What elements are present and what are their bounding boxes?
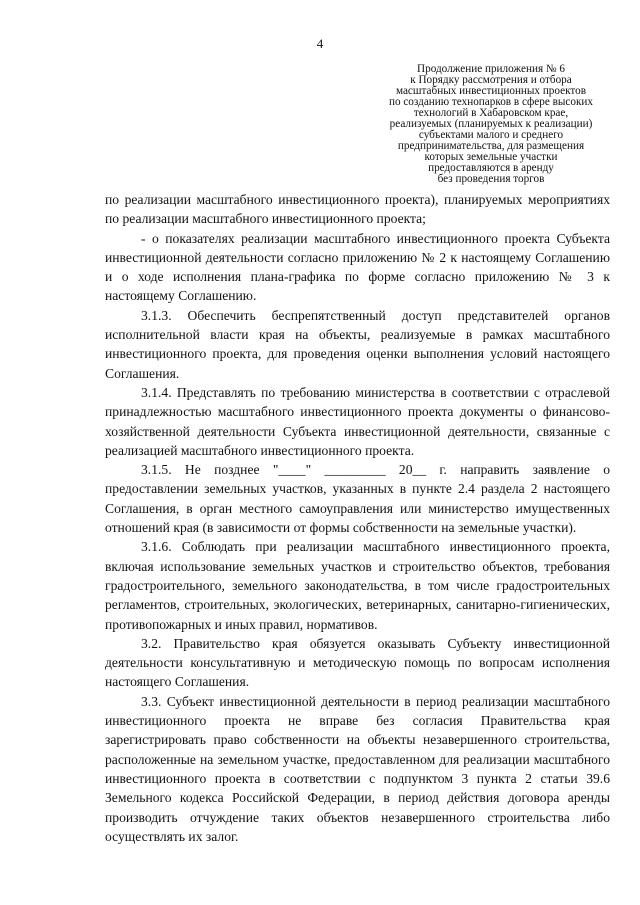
paragraph-3-3: 3.3. Субъект инвестиционной деятельности в период реализации масштабного инвестиционного проекта не вправе без согласия Правительства края зарегистрировать право собственности на объекты незавершенного строительства, расположенные на земельном участке, предоставленном для реализации масштабного инвестиционного проекта в соответствии с подпунктом 3 пункта 2 статьи 39.6 Земельного кодекса Российской Федерации, в период действия договора аренды производить отчуждение таких объектов незавершенного строительства либо осуществлять их залог. [105,693,610,844]
header-line: масштабных инвестиционных проектов [395,85,587,97]
appendix-header [362,64,620,185]
paragraph-3-1-4: 3.1.4. Представлять по требованию министерства в соответствии с отраслевой принадлежностью масштабного инвестиционного проекта документы о финансово-хозяйственной деятельности Субъекта инвестиционной деятельности, связанные с реализацией масштабного инвестиционного проекта. [105,384,610,458]
header-line: по созданию технопарков в сфере высоких [388,96,594,108]
paragraph-indicators: - о показателях реализации масштабного инвестиционного проекта Субъекта инвестиционной деятельности согласно приложению № 2 к настоящему Соглашению и о ходе исполнения плана-графика по форме согласно приложению № 3 к настоящему Соглашению. [105,230,610,304]
paragraph-continuation: по реализации масштабного инвестиционного проекта), планируемых мероприятиях по реализации масштабного инвестиционного проекта; [105,192,610,227]
header-line: реализуемых (планируемых к реализации) [389,118,593,130]
header-line: без проведения торгов [437,173,545,185]
paragraph-3-2: 3.2. Правительство края обязуется оказывать Субъекту инвестиционной деятельности консультативную и методическую помощь по вопросам исполнения настоящего Соглашения. [105,635,610,690]
document-body [105,190,610,846]
page-number: 4 [316,36,324,51]
header-line: к Порядку рассмотрения и отбора [410,74,572,86]
header-line: субъектами малого и среднего [418,129,564,141]
paragraph-3-1-5: 3.1.5. Не позднее "____" _________ 20__ г. направить заявление о предоставлении земельных участков, указанных в пункте 2.4 раздела 2 настоящего Соглашения, в орган местного самоуправления или министерство имущественных отношений края (в зависимости от формы собственности на земельные участки). [105,462,610,536]
paragraph-3-1-3: 3.1.3. Обеспечить беспрепятственный доступ представителей органов исполнительной власти края на объекты, реализуемые в рамках масштабного инвестиционного проекта, для проведения оценки выполнения условий настоящего Соглашения. [105,307,610,381]
paragraph-3-1-6: 3.1.6. Соблюдать при реализации масштабного инвестиционного проекта, включая использование земельных участков и строительство объектов, требования градостроительного, земельного законодательства, в том числе градостроительных регламентов, строительных, экологических, ветеринарных, санитарно-гигиенических, противопожарных и иных правил, нормативов. [105,539,610,632]
header-line: Продолжение приложения № 6 [417,63,565,75]
header-line: технологий в Хабаровском крае, [413,107,569,119]
header-line: предоставляются в аренду [428,162,554,174]
header-line: которых земельные участки [424,151,558,163]
header-line: предпринимательства, для размещения [397,140,585,152]
